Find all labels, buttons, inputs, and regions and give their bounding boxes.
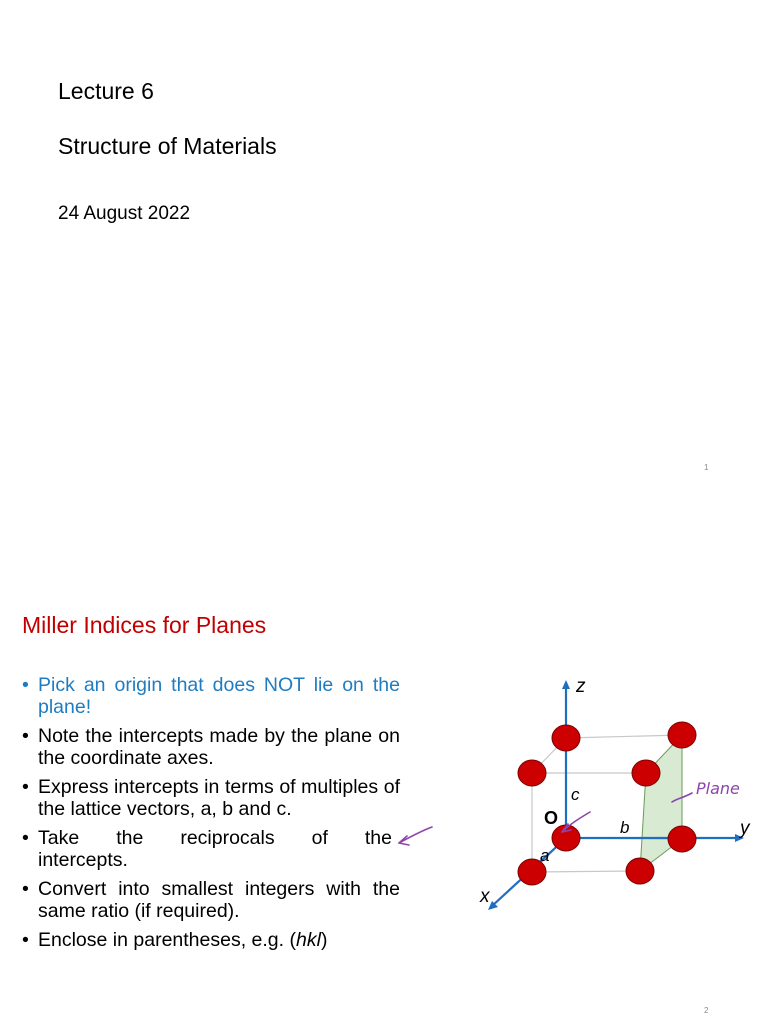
- atom-back-top-left: [552, 725, 580, 751]
- label-a: a: [540, 846, 550, 865]
- atom-front-top-left: [518, 760, 546, 786]
- label-c: c: [571, 785, 580, 804]
- page-number: 2: [704, 1006, 709, 1015]
- bullet-reciprocals-line2: intercepts.: [38, 849, 128, 871]
- bullet-enclose-hkl: hkl: [296, 929, 321, 951]
- bullet-enclose-close: ): [320, 929, 328, 951]
- atom-front-top-right: [632, 760, 660, 786]
- atom-back-bottom-right: [668, 826, 696, 852]
- bullet-express: • Express intercepts in terms of multiples of the lattice vectors, a, b and c.: [22, 776, 400, 820]
- pen-arrow-annotation: [396, 823, 436, 853]
- plane-annotation: Plane: [696, 779, 740, 798]
- atom-back-top-right: [668, 722, 696, 748]
- axis-label-y: y: [740, 818, 750, 839]
- lecture-date: 24 August 2022: [58, 203, 191, 224]
- lecture-title: Lecture 6: [58, 78, 154, 104]
- bullet-intercepts: • Note the intercepts made by the plane on the coordinate axes.: [22, 725, 400, 769]
- unit-cell-diagram: [470, 652, 768, 922]
- bullet-enclose-text: Enclose in parentheses, e.g. (: [38, 929, 296, 951]
- origin-label: O: [544, 808, 559, 828]
- bullet-list: [22, 674, 400, 958]
- slide-2: [0, 512, 768, 1024]
- z-axis: [562, 680, 570, 838]
- page-number: 1: [704, 463, 709, 472]
- bullet-origin: • Pick an origin that does NOT lie on the plane!: [22, 674, 400, 718]
- bullet-convert: • Convert into smallest integers with the same ratio (if required).: [22, 878, 400, 922]
- atom-front-bottom-right: [626, 858, 654, 884]
- lecture-subtitle: Structure of Materials: [58, 133, 277, 159]
- slide-title: Miller Indices for Planes: [22, 612, 267, 638]
- axis-label-x: x: [480, 886, 490, 907]
- label-b: b: [620, 818, 630, 837]
- bullet-reciprocals: [22, 827, 400, 871]
- axis-label-z: z: [576, 676, 586, 697]
- bullet-reciprocals-line1: • Take the reciprocals of the: [38, 827, 392, 849]
- bullet-enclose: [22, 929, 400, 951]
